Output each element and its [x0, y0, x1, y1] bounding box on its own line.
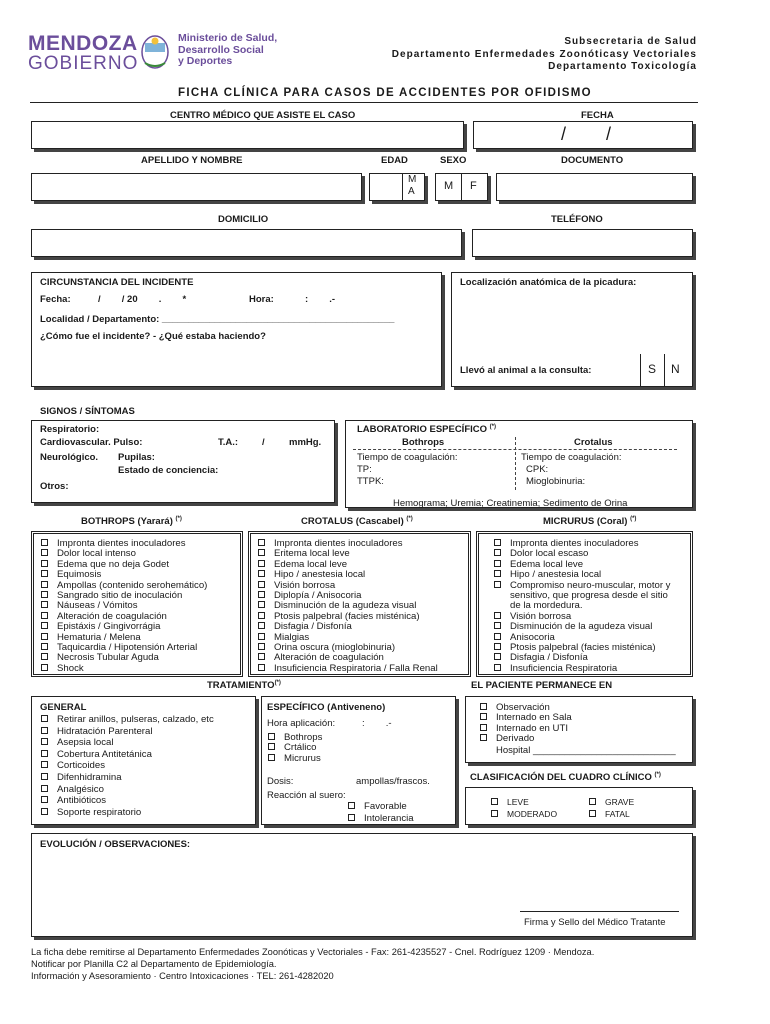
bothrops-symptom-item-label: Epistáxis / Gingivorrágia	[57, 621, 161, 633]
checkbox[interactable]	[258, 560, 265, 567]
evolucion-title: EVOLUCIÓN / OBSERVACIONES:	[40, 839, 191, 850]
llevo-animal-label: Llevó al animal a la consulta:	[460, 365, 592, 376]
micrurus-title	[543, 516, 636, 527]
tratamiento-general-item[interactable]	[41, 784, 214, 796]
checkbox[interactable]	[258, 601, 265, 608]
tratamiento-general-item-label: Analgésico	[57, 783, 104, 795]
lab-title-text: LABORATORIO ESPECÍFICO	[357, 424, 488, 436]
telefono-input[interactable]	[472, 229, 693, 257]
bothrops-symptom-item-label: Hematuria / Melena	[57, 631, 141, 643]
ministerio-line-2: Desarrollo Social	[178, 43, 264, 56]
lab-b2[interactable]: TP:	[357, 464, 372, 475]
checkbox[interactable]	[480, 734, 487, 741]
mendoza-gobierno-logo	[28, 34, 138, 74]
fatal-label: FATAL	[605, 809, 630, 819]
antiveneno-item-label: Micrurus	[284, 752, 321, 764]
crotalus-list	[258, 539, 438, 674]
footer-line-3: Información y Asesoramiento · Centro Intoxicaciones · TEL: 261-4282020	[31, 971, 334, 981]
micrurus-symptom-item-label: Disminución de la agudeza visual	[510, 621, 653, 633]
micrurus-symptom-item-label: Ptosis palpebral (facies misténica)	[510, 642, 656, 654]
checkbox[interactable]	[494, 633, 501, 640]
crotalus-symptom-item-label: Alteración de coagulación	[274, 652, 384, 664]
bothrops-symptom-item-label: Necrosis Tubular Aguda	[57, 652, 159, 664]
checkbox[interactable]	[41, 612, 48, 619]
tratamiento-general-item-label: Difenhidramina	[57, 771, 122, 783]
tratamiento-general-item-label: Soporte respiratorio	[57, 806, 142, 818]
bothrops-symptom-item-label: Impronta dientes inoculadores	[57, 538, 186, 549]
micrurus-symptom-item-label: Hipo / anestesia local	[510, 569, 602, 581]
sexo-divider	[461, 174, 462, 200]
checkbox[interactable]	[494, 560, 501, 567]
signos-title: SIGNOS / SÍNTOMAS	[40, 406, 135, 417]
checkbox[interactable]	[258, 570, 265, 577]
micrurus-list	[494, 539, 680, 674]
checkbox[interactable]	[494, 622, 501, 629]
tratamiento-general-item-label: Hidratación Parenteral	[57, 725, 153, 737]
reaccion-item[interactable]	[348, 801, 414, 813]
checkbox[interactable]	[258, 633, 265, 640]
domicilio-input[interactable]	[31, 229, 462, 257]
lab-c2[interactable]: CPK:	[526, 464, 549, 475]
lab-c3[interactable]: Mioglobinuria:	[526, 476, 586, 487]
crotalus-symptom-item[interactable]	[258, 664, 438, 674]
crotalus-title	[301, 516, 413, 527]
header-departments	[392, 36, 697, 74]
crotalus-title-sup: (*)	[406, 516, 413, 522]
tratamiento-title-text: TRATAMIENTO	[207, 680, 275, 692]
checkbox[interactable]	[268, 743, 275, 750]
bothrops-title-text: BOTHROPS (Yarará)	[81, 516, 173, 528]
fecha-label: FECHA	[581, 110, 614, 121]
sexo-f[interactable]: F	[470, 180, 477, 192]
permanece-item-label: Internado en UTI	[496, 722, 568, 734]
header-line-1: Subsecretaria de Salud	[564, 36, 697, 47]
checkbox[interactable]	[41, 727, 48, 734]
checkbox[interactable]	[258, 622, 265, 629]
tratamiento-general-item[interactable]	[41, 726, 214, 738]
checkbox[interactable]	[258, 549, 265, 556]
footer-line-1: La ficha debe remitirse al Departamento Enfermedades Zoonóticas y Vectoriales - Fax: 261-4235527 - Cnel. Rodríguez 1209 · Mendoza.	[31, 947, 595, 957]
clasif-leve[interactable]	[491, 797, 529, 807]
checkbox[interactable]	[494, 653, 501, 660]
edad-m[interactable]: M	[408, 174, 417, 185]
bothrops-symptom-item-label: Taquicardia / Hipotensión Arterial	[57, 642, 198, 654]
crotalus-symptom-item-label: Orina oscura (mioglobinuria)	[274, 642, 396, 654]
antiveneno-item-label: Bothrops	[284, 732, 323, 743]
tratamiento-general-item[interactable]	[41, 760, 214, 772]
micrurus-symptom-item[interactable]	[494, 581, 680, 612]
tratamiento-general-item[interactable]	[41, 807, 214, 819]
micrurus-symptom-item-label: Anisocoria	[510, 631, 555, 643]
apellido-label: APELLIDO Y NOMBRE	[141, 155, 243, 166]
checkbox[interactable]	[41, 785, 48, 792]
checkbox[interactable]	[494, 643, 501, 650]
circ-localidad[interactable]: Localidad / Departamento: ____________________________________________	[40, 314, 395, 325]
circunstancia-section	[31, 272, 442, 387]
sn-divider	[664, 354, 665, 387]
tratamiento-general-item-label: Retirar anillos, pulseras, calzado, etc	[57, 714, 214, 725]
moderado-checkbox[interactable]	[491, 810, 498, 817]
checkbox[interactable]	[494, 549, 501, 556]
crotalus-symptom-item-label: Disminución de la agudeza visual	[274, 600, 417, 612]
micrurus-symptom-item-label: Impronta dientes inoculadores	[510, 538, 639, 549]
bothrops-symptom-item[interactable]	[41, 664, 207, 674]
localizacion-title: Localización anatómica de la picadura:	[460, 277, 637, 288]
antiveneno-item-label: Crtálico	[284, 742, 317, 754]
tratamiento-general-item-label: Asepsia local	[57, 737, 114, 749]
micrurus-title-sup: (*)	[630, 516, 637, 522]
checkbox[interactable]	[41, 633, 48, 640]
edad-input[interactable]	[369, 173, 425, 201]
crotalus-symptom-item-label: Disfagia / Disfonía	[274, 621, 352, 633]
llevo-si[interactable]: S	[648, 362, 657, 376]
checkbox[interactable]	[41, 581, 48, 588]
tratamiento-general-item-label: Antibióticos	[57, 795, 107, 807]
lab-title	[357, 424, 496, 435]
hora-aplicacion-value[interactable]: : .-	[362, 718, 392, 729]
checkbox[interactable]	[258, 539, 265, 546]
reaccion-item-label: Favorable	[364, 801, 407, 812]
lab-title-sup: (*)	[489, 424, 497, 430]
checkbox[interactable]	[41, 643, 48, 650]
checkbox[interactable]	[494, 612, 501, 619]
firma-label: Firma y Sello del Médico Tratante	[524, 917, 666, 928]
bothrops-symptom-item-label: Equimosis	[57, 569, 102, 581]
reaccion-item[interactable]	[348, 813, 414, 825]
permanece-item[interactable]	[480, 734, 572, 744]
logo-mendoza-text: MENDOZA	[28, 32, 138, 55]
form-title: FICHA CLÍNICA PARA CASOS DE ACCIDENTES POR OFIDISMO	[178, 87, 592, 99]
checkbox[interactable]	[480, 713, 487, 720]
micrurus-symptom-item-label: Insuficiencia Respiratoria	[510, 662, 618, 674]
signos-estado[interactable]: Estado de conciencia:	[118, 465, 219, 476]
crotalus-symptom-item-label: Mialgias	[274, 631, 310, 643]
lab-bothrops-head: Bothrops	[402, 437, 445, 448]
edad-a[interactable]: A	[408, 186, 415, 197]
checkbox[interactable]	[494, 581, 501, 588]
micrurus-symptom-item-label: Visión borrosa	[510, 610, 572, 622]
reaccion-item-label: Intolerancia	[364, 813, 414, 824]
checkbox[interactable]	[41, 773, 48, 780]
llevo-no[interactable]: N	[671, 362, 680, 376]
reaccion-list	[348, 801, 414, 825]
fatal-checkbox[interactable]	[589, 810, 596, 817]
crotalus-symptom-item-label: Diplopía / Anisocoria	[274, 590, 362, 602]
lab-column-divider	[515, 437, 516, 490]
crotalus-title-text: CROTALUS (Cascabel)	[301, 516, 404, 528]
clasif-fatal[interactable]	[589, 809, 630, 819]
signos-pupilas[interactable]: Pupilas:	[118, 452, 155, 463]
checkbox[interactable]	[268, 733, 275, 740]
dosis-label: Dosis:	[267, 776, 294, 787]
checkbox[interactable]	[480, 724, 487, 731]
fecha-separator: / /	[561, 124, 612, 144]
bothrops-symptom-item-label: Edema que no deja Godet	[57, 558, 170, 570]
checkbox[interactable]	[41, 761, 48, 768]
header-line-2: Departamento Enfermedades Zoonóticasy Vectoriales	[391, 48, 697, 60]
checkbox[interactable]	[480, 703, 487, 710]
micrurus-symptom-item-label: Compromiso neuro-muscular, motor y sensitivo, que progresa desde el sitio de la mordedura.	[510, 579, 671, 612]
reaccion-label: Reacción al suero:	[267, 790, 346, 801]
crotalus-symptom-item-label: Impronta dientes inoculadores	[274, 538, 403, 549]
coat-of-arms-icon	[139, 33, 171, 76]
checkbox[interactable]	[494, 570, 501, 577]
micrurus-title-text: MICRURUS (Coral)	[543, 516, 628, 528]
checkbox[interactable]	[41, 808, 48, 815]
checkbox[interactable]	[41, 738, 48, 745]
checkbox[interactable]	[41, 591, 48, 598]
checkbox[interactable]	[41, 539, 48, 546]
centro-label: CENTRO MÉDICO QUE ASISTE EL CASO	[170, 110, 356, 121]
bothrops-symptom-item-label: Shock	[57, 662, 84, 674]
signos-otros[interactable]: Otros:	[40, 481, 69, 492]
tratamiento-general-list	[41, 714, 214, 818]
bothrops-symptom-item-label: Sangrado sitio de inoculación	[57, 590, 183, 602]
crotalus-symptom-item-label: Eritema local leve	[274, 548, 350, 560]
grave-checkbox[interactable]	[589, 798, 596, 805]
permanece-list	[480, 703, 572, 745]
bothrops-title	[81, 516, 182, 527]
sexo-label: SEXO	[440, 155, 467, 166]
domicilio-label: DOMICILIO	[218, 214, 269, 225]
tratamiento-general-item[interactable]	[41, 737, 214, 749]
circ-hora-value[interactable]: : .-	[305, 294, 336, 305]
lab-c1[interactable]: Tiempo de coagulación:	[521, 452, 622, 463]
checkbox[interactable]	[258, 591, 265, 598]
lab-b3[interactable]: TTPK:	[357, 476, 384, 487]
bothrops-symptom-item-label: Alteración de coagulación	[57, 610, 167, 622]
moderado-label: MODERADO	[507, 809, 558, 819]
signos-neuro[interactable]: Neurológico.	[40, 452, 99, 463]
clasificacion-title-sup: (*)	[654, 772, 661, 778]
footer-line-2: Notificar por Planilla C2 al Departamento de Epidemiología.	[31, 959, 277, 969]
leve-checkbox[interactable]	[491, 798, 498, 805]
tratamiento-general-item-label: Corticoides	[57, 760, 105, 772]
crotalus-symptom-item-label: Insuficiencia Respiratoria / Falla Renal	[274, 662, 438, 674]
checkbox[interactable]	[268, 754, 275, 761]
checkbox[interactable]	[41, 796, 48, 803]
checkbox[interactable]	[41, 601, 48, 608]
micrurus-symptom-item-label: Disfagia / Disfonía	[510, 652, 588, 664]
lab-b1[interactable]: Tiempo de coagulación:	[357, 452, 458, 463]
checkbox[interactable]	[494, 664, 501, 671]
checkbox[interactable]	[348, 802, 355, 809]
antiveneno-list	[268, 733, 322, 764]
leve-label: LEVE	[507, 797, 529, 807]
crotalus-symptom-item-label: Edema local leve	[274, 558, 348, 570]
checkbox[interactable]	[258, 643, 265, 650]
firma-line	[520, 911, 679, 912]
tratamiento-general-item[interactable]	[41, 714, 214, 726]
tratamiento-title-sup: (*)	[274, 680, 281, 686]
circunstancia-title: CIRCUNSTANCIA DEL INCIDENTE	[40, 277, 194, 288]
antiveneno-item[interactable]	[268, 754, 322, 764]
apellido-input[interactable]	[31, 173, 362, 201]
bothrops-list	[41, 539, 207, 674]
signos-cardio[interactable]: Cardiovascular. Pulso:	[40, 437, 143, 448]
bothrops-symptom-item-label: Dolor local intenso	[57, 548, 136, 560]
ministerio-line-1: Ministerio de Salud,	[178, 32, 278, 44]
crotalus-symptom-item-label: Hipo / anestesia local	[274, 569, 366, 581]
signos-mmhg: mmHg.	[289, 437, 322, 448]
footer	[31, 946, 594, 982]
telefono-label: TELÉFONO	[551, 214, 603, 225]
tratamiento-especifico-title: ESPECÍFICO (Antiveneno)	[267, 702, 386, 713]
tratamiento-title	[207, 680, 281, 691]
bothrops-symptom-item-label: Náuseas / Vómitos	[57, 600, 138, 612]
crotalus-symptom-item-label: Ptosis palpebral (facies misténica)	[274, 610, 420, 622]
micrurus-symptom-item-label: Edema local leve	[510, 558, 584, 570]
permanece-item-label: Internado en Sala	[496, 712, 572, 724]
circ-fecha-label: Fecha:	[40, 294, 71, 305]
sexo-m[interactable]: M	[444, 180, 454, 192]
checkbox[interactable]	[348, 814, 355, 821]
circ-hora-label: Hora:	[249, 294, 274, 305]
checkbox[interactable]	[494, 539, 501, 546]
grave-label: GRAVE	[605, 797, 635, 807]
checkbox[interactable]	[41, 664, 48, 671]
ampollas-label: ampollas/frascos.	[356, 776, 430, 787]
llevo-divider	[640, 354, 641, 387]
logo-gobierno-text: GOBIERNO	[28, 53, 139, 74]
hospital-field[interactable]: Hospital ___________________________	[496, 745, 676, 756]
lab-hemograma[interactable]: Hemograma; Uremia; Creatinemia; Sedimento de Orina	[393, 498, 628, 509]
permanece-item-label: Observación	[496, 702, 550, 713]
tratamiento-general-item[interactable]	[41, 772, 214, 784]
checkbox[interactable]	[41, 549, 48, 556]
clasificacion-title	[470, 772, 661, 783]
checkbox[interactable]	[258, 612, 265, 619]
tratamiento-general-title: GENERAL	[40, 702, 87, 713]
centro-input[interactable]	[31, 121, 464, 149]
checkbox[interactable]	[41, 570, 48, 577]
checkbox[interactable]	[41, 653, 48, 660]
checkbox[interactable]	[41, 750, 48, 757]
edad-unit-divider	[402, 174, 403, 200]
checkbox[interactable]	[258, 664, 265, 671]
title-divider	[30, 102, 698, 103]
bothrops-symptom-item-label: Ampollas (contenido serohemático)	[57, 579, 208, 591]
checkbox[interactable]	[258, 581, 265, 588]
signos-respiratorio[interactable]: Respiratorio:	[40, 424, 100, 435]
permanece-item-label: Derivado	[496, 733, 535, 745]
lab-crotalus-head: Crotalus	[574, 437, 613, 448]
circ-fecha-value[interactable]: / / 20 . *	[98, 294, 187, 305]
tratamiento-general-item-label: Cobertura Antitetánica	[57, 748, 152, 760]
checkbox[interactable]	[41, 622, 48, 629]
hora-aplicacion-label: Hora aplicación:	[267, 718, 336, 729]
ministerio-line-3: y Deportes	[178, 55, 233, 67]
header-line-3: Departamento Toxicología	[548, 61, 697, 72]
crotalus-symptom-item-label: Visión borrosa	[274, 579, 336, 591]
ministerio-logo-text	[178, 33, 277, 68]
clasificacion-title-text: CLASIFICACIÓN DEL CUADRO CLÍNICO	[470, 772, 652, 784]
signos-ta[interactable]: T.A.:	[218, 437, 239, 448]
tratamiento-general-item[interactable]	[41, 749, 214, 761]
bothrops-title-sup: (*)	[175, 516, 182, 522]
checkbox[interactable]	[258, 653, 265, 660]
tratamiento-general-item[interactable]	[41, 795, 214, 807]
documento-label: DOCUMENTO	[561, 155, 624, 166]
permanece-title: EL PACIENTE PERMANECE EN	[471, 680, 613, 691]
checkbox[interactable]	[41, 560, 48, 567]
clasif-grave[interactable]	[589, 797, 634, 807]
micrurus-symptom-item[interactable]	[494, 664, 680, 674]
checkbox[interactable]	[41, 715, 48, 722]
circ-como[interactable]: ¿Cómo fue el incidente? - ¿Qué estaba haciendo?	[40, 331, 266, 342]
documento-input[interactable]	[496, 173, 693, 201]
signos-ta-separator: /	[262, 437, 265, 448]
clasif-moderado[interactable]	[491, 809, 557, 819]
edad-label: EDAD	[381, 155, 408, 166]
micrurus-symptom-item-label: Dolor local escaso	[510, 548, 589, 560]
